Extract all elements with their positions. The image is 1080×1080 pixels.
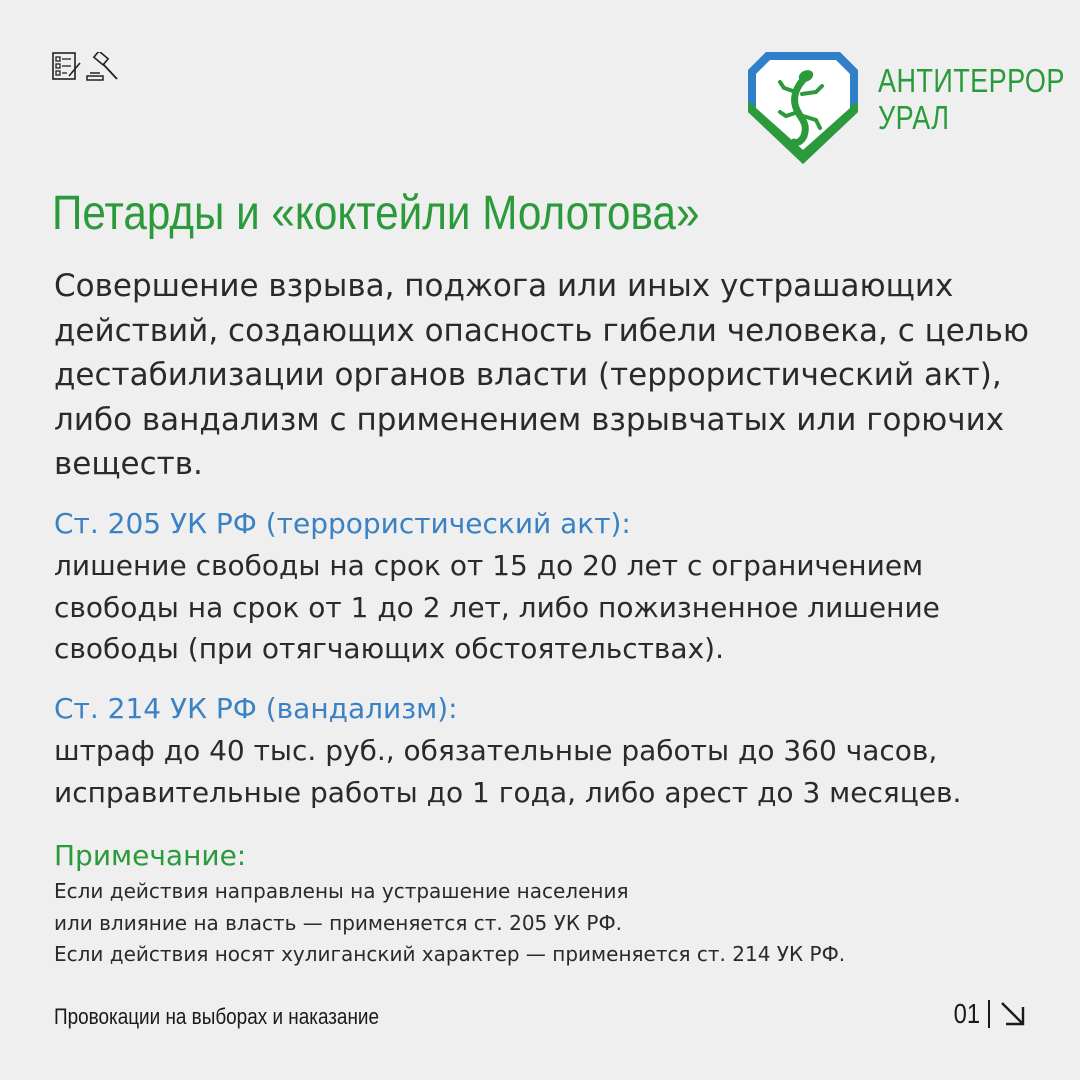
page-number: 01 [953,998,980,1029]
gavel-icon [86,52,120,82]
arrow-down-right-icon[interactable] [998,999,1028,1029]
lizard-shield-icon [746,50,860,166]
brand-name-line1: АНТИТЕРРОР [878,62,1065,99]
note-line: Если действия направлены на устрашение населения [54,879,629,903]
note-block [54,836,1044,971]
article-214 [54,688,1044,813]
brand-name [878,62,1065,136]
pagination-divider [988,1000,990,1028]
note-line: Если действия носят хулиганский характер — применяется ст. 214 УК РФ. [54,942,846,966]
lead-paragraph: Совершение взрыва, поджога или иных устрашающих действий, создающих опасность гибели человека, с целью дестабилизации органов власти (террористический акт), либо вандализм с применением взрывчатых или горючих веществ. [54,268,1029,482]
article-205-text: лишение свободы на срок от 15 до 20 лет с ограничением свободы на срок от 1 до 2 лет, либо пожизненное лишение свободы (при отягчающих обстоятельствах). [54,549,940,665]
brand-logo [746,50,1080,166]
pagination [949,998,1028,1030]
note-line: или влияние на власть — применяется ст. 205 УК РФ. [54,910,623,935]
page-title: Петарды и «коктейли Молотова» [52,187,700,240]
brand-name-line2: УРАЛ [878,99,950,136]
article-214-text: штраф до 40 тыс. руб., обязательные работы до 360 часов, исправительные работы до 1 года, либо арест до 3 месяцев. [54,734,962,809]
note-heading: Примечание: [54,839,247,872]
footer-caption: Провокации на выборах и наказание [54,1004,379,1029]
document-checklist-icon [52,52,82,80]
article-214-heading: Ст. 214 УК РФ (вандализм): [54,692,458,725]
article-205 [54,503,1044,670]
header-icons [52,52,120,82]
article-205-heading: Ст. 205 УК РФ (террористический акт): [54,507,631,540]
